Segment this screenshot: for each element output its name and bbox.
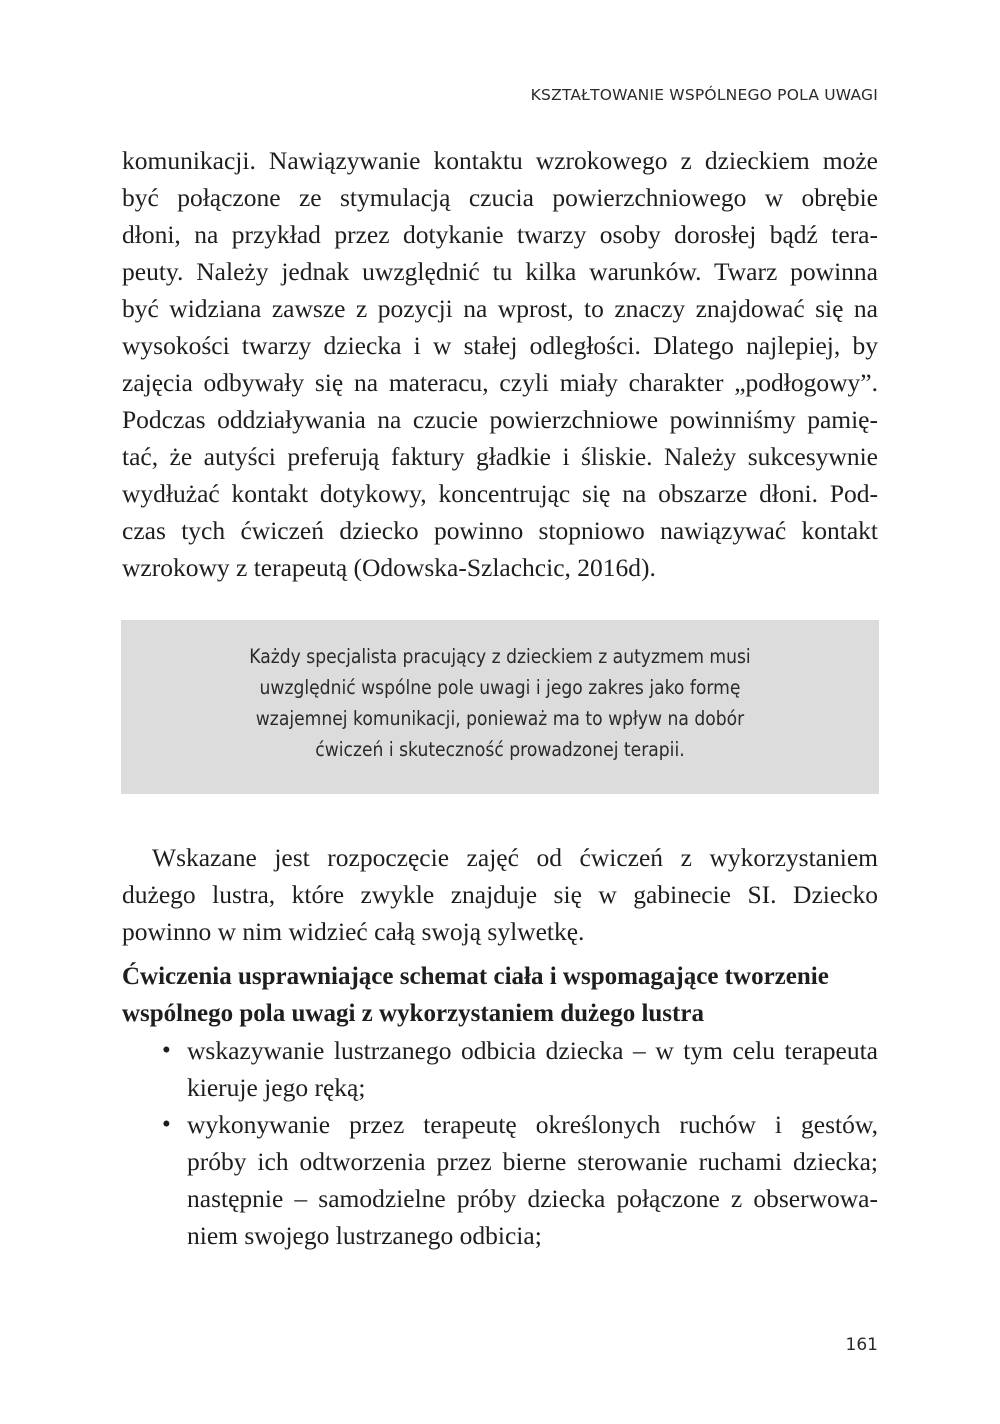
list-item-line: wskazywanie lustrzanego odbicia dziecka – w tym celu terapeuta <box>187 1036 878 1065</box>
text-line: tać, że autyści preferują faktury gładkie i śliskie. Należy sukcesywnie <box>122 442 878 471</box>
callout-line: uwzględnić wspólne pole uwagi i jego zakres jako formę <box>259 676 741 699</box>
text-line: wzrokowy z terapeutą (Odowska-Szlachcic, 2016d). <box>122 553 656 582</box>
list-item-line: niem swojego lustrzanego odbicia; <box>187 1221 542 1250</box>
heading-line: Ćwiczenia usprawniające schemat ciała i wspomagające tworzenie <box>122 963 829 990</box>
text-line: peuty. Należy jednak uwzględnić tu kilka warunków. Twarz powinna <box>122 257 878 286</box>
text-line: dłoni, na przykład przez dotykanie twarzy osoby dorosłej bądź tera- <box>122 220 878 249</box>
text-line: komunikacji. Nawiązywanie kontaktu wzrokowego z dzieckiem może <box>122 146 878 175</box>
list-item-line: następnie – samodzielne próby dziecka połączone z obserwowa- <box>187 1184 878 1213</box>
text-line: Wskazane jest rozpoczęcie zajęć od ćwiczeń z wykorzystaniem <box>152 843 878 872</box>
text-line: być widziana zawsze z pozycji na wprost, to znaczy znajdować się na <box>122 294 878 323</box>
callout-line: Każdy specjalista pracujący z dzieckiem z autyzmem musi <box>249 645 751 668</box>
text-line: zajęcia odbywały się na materacu, czyli miały charakter „podłogowy”. <box>122 368 878 397</box>
text-line: dużego lustra, które zwykle znajduje się w gabinecie SI. Dziecko <box>122 880 878 909</box>
callout-line: ćwiczeń i skuteczność prowadzonej terapii. <box>315 738 685 761</box>
list-item-line: kieruje jego ręką; <box>187 1073 366 1102</box>
heading-line: wspólnego pola uwagi z wykorzystaniem dużego lustra <box>122 1000 704 1027</box>
text-line: wysokości twarzy dziecka i w stałej odległości. Dlatego najlepiej, by <box>122 331 878 360</box>
text-line: być połączone ze stymulacją czucia powierzchniowego w obrębie <box>122 183 878 212</box>
text-line: Podczas oddziaływania na czucie powierzchniowe powinniśmy pamię- <box>122 405 878 434</box>
page-number: 161 <box>845 1335 878 1355</box>
running-head: KSZTAŁTOWANIE WSPÓLNEGO POLA UWAGI <box>530 86 878 104</box>
bullet-icon: • <box>162 1111 171 1138</box>
list-item-line: próby ich odtworzenia przez bierne sterowanie ruchami dziecka; <box>187 1147 878 1176</box>
bullet-icon: • <box>162 1037 171 1064</box>
callout-line: wzajemnej komunikacji, ponieważ ma to wpływ na dobór <box>255 707 745 730</box>
callout-box <box>121 620 879 794</box>
text-line: wydłużać kontakt dotykowy, koncentrując się na obszarze dłoni. Pod- <box>122 479 878 508</box>
text-line: powinno w nim widzieć całą swoją sylwetkę. <box>122 917 585 946</box>
list-item-line: wykonywanie przez terapeutę określonych ruchów i gestów, <box>187 1110 878 1139</box>
text-line: czas tych ćwiczeń dziecko powinno stopniowo nawiązywać kontakt <box>122 516 878 545</box>
